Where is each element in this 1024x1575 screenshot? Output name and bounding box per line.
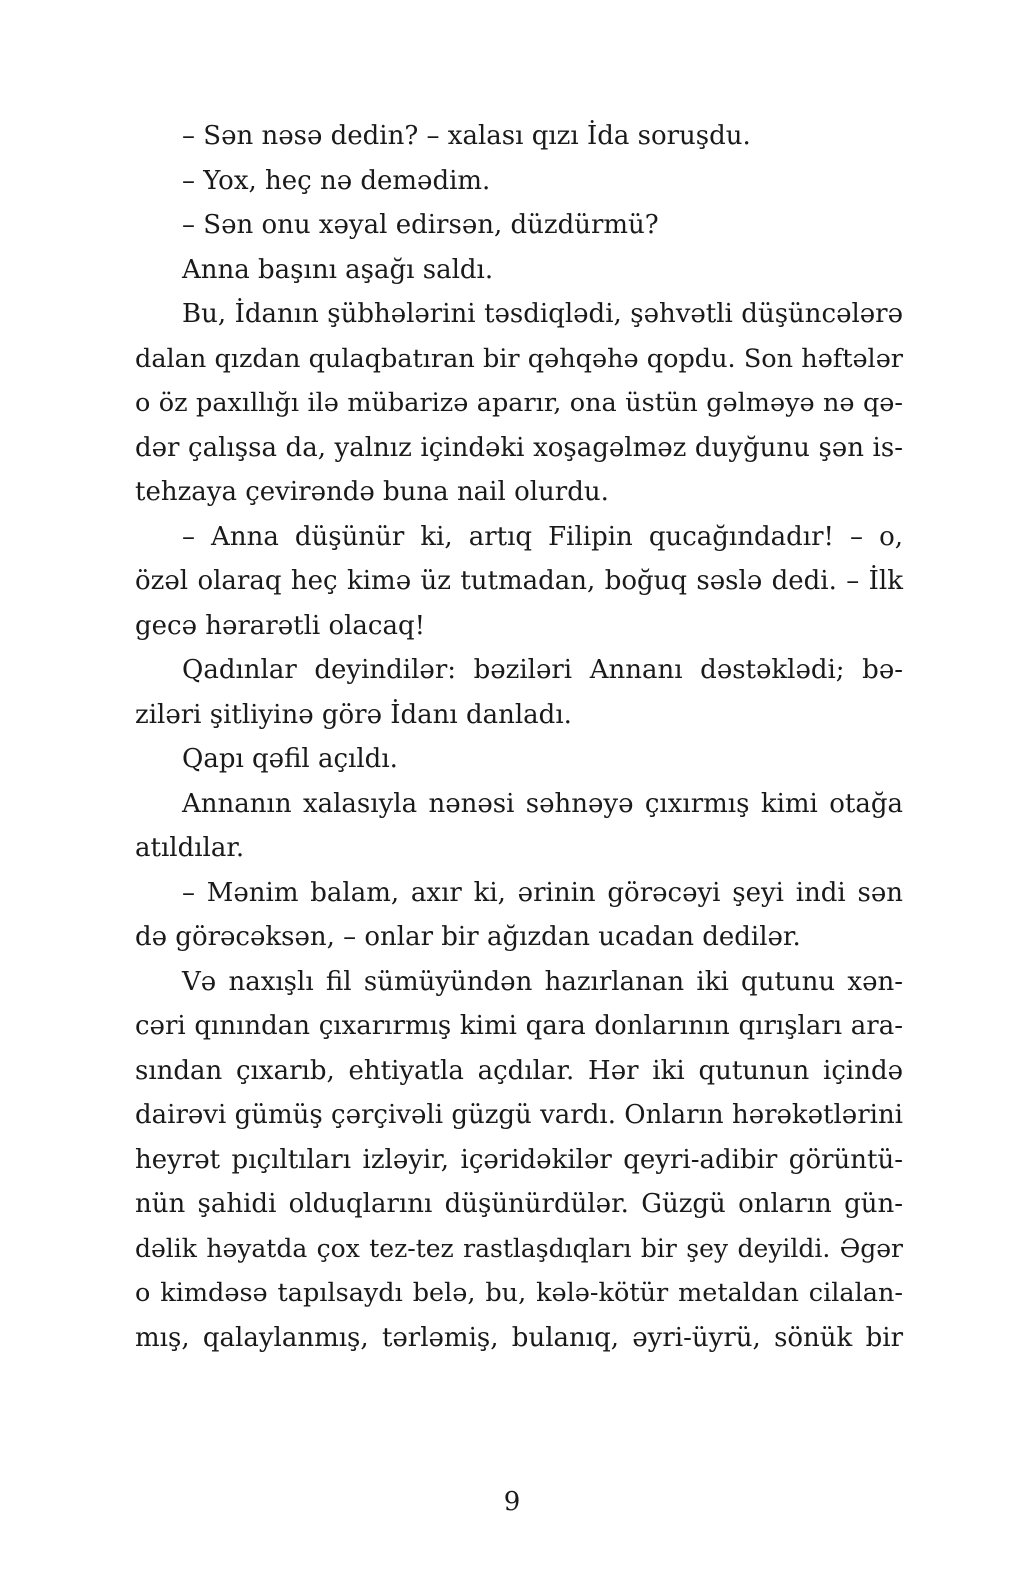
text-line: heyrət pıçıltıları izləyir, içəridəkilər qeyri-adibir görüntü- — [135, 1144, 903, 1175]
text-line: gecə hərarətli olacaq! — [135, 610, 426, 641]
text-line: Və naxışlı fil sümüyündən hazırlanan iki qutunu xən- — [182, 966, 903, 997]
text-line: – Yox, heç nə demədim. — [182, 165, 491, 196]
text-line: – Sən nəsə dedin? – xalası qızı İda soruşdu. — [182, 121, 751, 151]
text-line: o kimdəsə tapılsaydı belə, bu, kələ-kötür metaldan cilalan- — [135, 1278, 903, 1308]
text-line: nün şahidi olduqlarını düşünürdülər. Güzgü onların gün- — [135, 1189, 903, 1219]
text-line: – Anna düşünür ki, artıq Filipin qucağındadır! – o, — [182, 521, 903, 552]
text-line: atıldılar. — [135, 833, 245, 863]
text-line: dairəvi gümüş çərçivəli güzgü vardı. Onların hərəkətlərini — [135, 1100, 903, 1130]
page-number: 9 — [503, 1487, 521, 1517]
text-line: Qapı qəfil açıldı. — [182, 744, 398, 774]
body-text — [135, 114, 903, 1360]
text-line: Bu, İdanın şübhələrini təsdiqlədi, şəhvətli düşüncələrə — [182, 299, 903, 329]
text-line: Qadınlar deyindilər: bəziləri Annanı dəstəklədi; bə- — [182, 655, 903, 685]
text-line: mış, qalaylanmış, tərləmiş, bulanıq, əyri-üyrü, sönük bir — [135, 1322, 903, 1353]
text-line: özəl olaraq heç kimə üz tutmadan, boğuq səslə dedi. – İlk — [135, 566, 903, 596]
text-line: dalan qızdan qulaqbatıran bir qəhqəhə qopdu. Son həftələr — [135, 343, 903, 374]
text-line: sından çıxarıb, ehtiyatla açdılar. Hər iki qutunun içində — [135, 1055, 903, 1086]
text-line: – Sən onu xəyal edirsən, düzdürmü? — [182, 210, 659, 240]
text-line: Annanın xalasıyla nənəsi səhnəyə çıxırmış kimi otağa — [182, 788, 903, 819]
text-line: tehzaya çevirəndə buna nail olurdu. — [135, 477, 609, 507]
text-line: də görəcəksən, – onlar bir ağızdan ucadan dedilər. — [135, 922, 801, 952]
text-line: dəlik həyatda çox tez-tez rastlaşdıqları bir şey deyildi. Əgər — [135, 1233, 903, 1263]
text-line: ziləri şitliyinə görə İdanı danladı. — [135, 699, 572, 730]
text-line: dər çalışsa da, yalnız içindəki xoşagəlməz duyğunu şən is- — [135, 432, 903, 463]
text-line: cəri qınından çıxarırmış kimi qara donlarının qırışları ara- — [135, 1011, 903, 1041]
text-line: o öz paxıllığı ilə mübarizə aparır, ona üstün gəlməyə nə qə- — [135, 388, 903, 418]
text-line: – Mənim balam, axır ki, ərinin görəcəyi şeyi indi sən — [182, 877, 903, 908]
text-line: Anna başını aşağı saldı. — [182, 254, 494, 285]
